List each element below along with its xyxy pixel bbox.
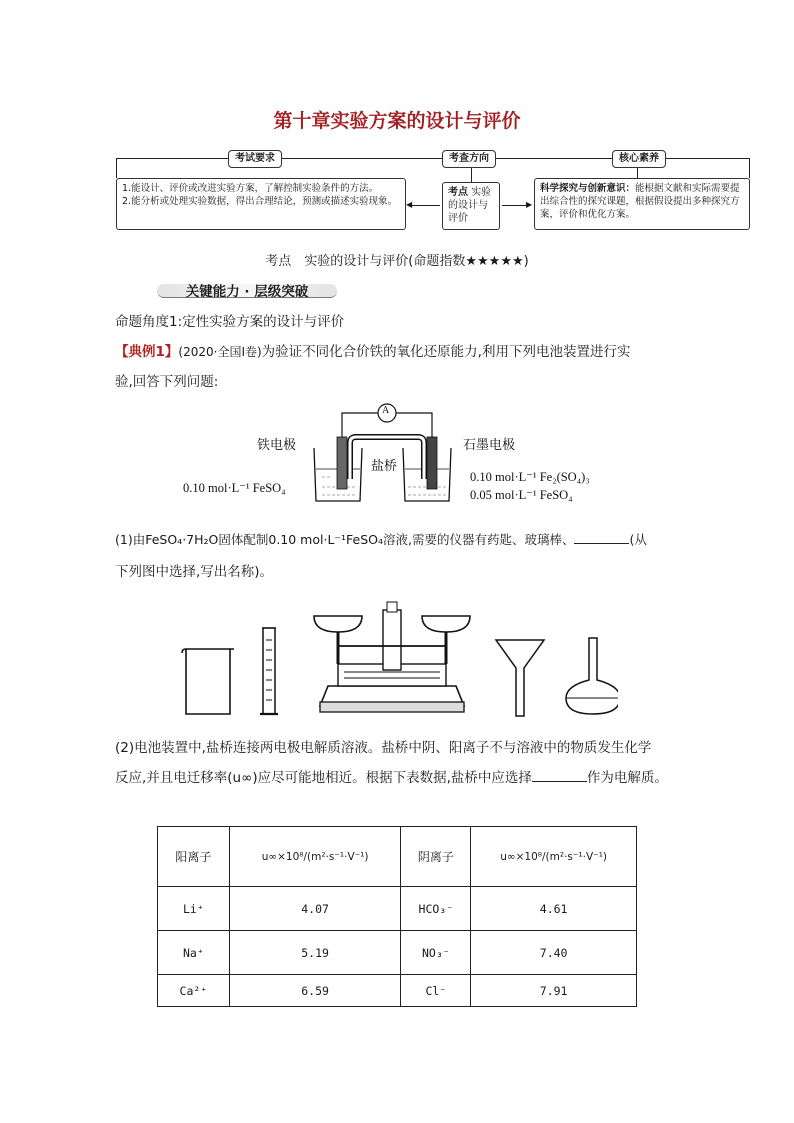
ion-mobility-table: [157, 826, 637, 1007]
direction-key: 考点: [448, 187, 468, 198]
table-cell: NO₃⁻: [401, 931, 471, 975]
section-banner-text: 关键能力 · 层级突破: [185, 284, 309, 300]
table-cell: Cl⁻: [401, 975, 471, 1007]
graduated-cylinder-icon: [260, 628, 278, 714]
table-row: [158, 931, 637, 975]
right-solution-label-2: 0.05 mol·L⁻¹ FeSO₄: [470, 488, 573, 502]
q2-text-after: 作为电解质。: [586, 770, 668, 786]
topic-heading: 考点 实验的设计与评价(命题指数★★★★★): [265, 254, 529, 269]
direction-box: [442, 182, 500, 230]
graphite-electrode-label: 石墨电极: [463, 438, 516, 453]
beaker-icon: [182, 649, 234, 714]
table-header-row: [158, 827, 637, 887]
table-cell: Na⁺: [158, 931, 230, 975]
question-angle: 命题角度1:定性实验方案的设计与评价: [115, 314, 345, 330]
literacy-box: [534, 178, 750, 230]
table-cell: 7.40: [471, 931, 637, 975]
graphite-electrode: [427, 437, 437, 489]
q1-text: (1)由FeSO₄·7H₂O固体配制0.10 mol·L⁻¹FeSO₄溶液,需要的仪器有药匙、玻璃棒、: [115, 532, 575, 547]
q1-after-blank: (从: [629, 532, 647, 547]
apparatus-illustrations: [178, 598, 618, 718]
q1-line-2: 下列图中选择,写出名称)。: [115, 564, 274, 580]
exam-requirements-label: 考试要求: [228, 150, 282, 168]
table-header-cell: 阳离子: [158, 827, 230, 887]
iron-electrode: [337, 437, 347, 489]
ammeter-label: A: [382, 405, 390, 416]
table-cell: 7.91: [471, 975, 637, 1007]
salt-bridge-label: 盐桥: [371, 459, 398, 474]
example-text-1: 为验证不同化合价铁的氧化还原能力,利用下列电池装置进行实: [261, 344, 631, 360]
requirements-box: [116, 178, 406, 230]
chapter-title: 第十章实验方案的设计与评价: [273, 110, 521, 132]
volumetric-flask-icon: [566, 638, 618, 714]
direction-topic: 实验的设计与评价: [448, 187, 492, 224]
galvanic-cell-diagram: [300, 403, 480, 505]
table-header-cell: u∞×10⁸/(m²·s⁻¹·V⁻¹): [471, 827, 637, 887]
q1-answer-blank[interactable]: [574, 530, 629, 544]
table-cell: Ca²⁺: [158, 975, 230, 1007]
table-cell: Li⁺: [158, 887, 230, 931]
example-line-2: 验,回答下列问题:: [115, 374, 219, 390]
q2-line-1: (2)电池装置中,盐桥连接两电极电解质溶液。盐桥中阴、阳离子不与溶液中的物质发生化学: [115, 740, 652, 756]
q2-line-2: [115, 768, 668, 788]
requirement-2: 2.能分析或处理实验数据，得出合理结论，预测或描述实验现象。: [122, 196, 398, 207]
requirement-1: 1.能设计、评价或改进实验方案，了解控制实验条件的方法。: [122, 183, 379, 194]
right-solution-label-1: 0.10 mol·L⁻¹ Fe₂(SO₄)₃: [470, 470, 590, 484]
exam-direction-label: 考查方向: [442, 150, 496, 168]
example-tag: 【典例1】: [115, 344, 179, 360]
table-row: [158, 975, 637, 1007]
example-line-1: [115, 342, 630, 362]
section-banner: [157, 280, 337, 300]
table-cell: 5.19: [229, 931, 401, 975]
table-cell: HCO₃⁻: [401, 887, 471, 931]
table-row: [158, 887, 637, 931]
table-header-cell: 阴离子: [401, 827, 471, 887]
literacy-desc: 能根据文献和实际需要提出综合性的探究课题，根据假设提出多种探究方案，评价和优化方案。: [540, 183, 740, 220]
q1-line-1: [115, 530, 647, 550]
table-cell: 4.61: [471, 887, 637, 931]
table-header-cell: u∞×10⁸/(m²·s⁻¹·V⁻¹): [229, 827, 401, 887]
iron-electrode-label: 铁电极: [257, 438, 297, 453]
table-cell: 4.07: [229, 887, 401, 931]
example-source: (2020·全国Ⅰ卷): [178, 345, 262, 359]
funnel-icon: [496, 640, 544, 716]
table-cell: 6.59: [229, 975, 401, 1007]
overview-flowchart: 考试要求 考查方向 核心素养 1.能设计、评价或改进实验方案，了解控制实验条件的方法。 2.能分析或处理实验数据，得出合理结论，预测或描述实验现象。 ◀ 考点 实验的设计与评价 ▶ 科学探究与创新意识：能根据文献和实际需要提出综合性的探究课题，根据假设提出多种探究方案，评价和优化方案。: [116, 150, 756, 232]
core-literacy-label: 核心素养: [612, 150, 666, 168]
left-solution-label: 0.10 mol·L⁻¹ FeSO₄: [183, 481, 286, 495]
q2-answer-blank[interactable]: [532, 768, 587, 782]
q2-text-before: 反应,并且电迁移率(u∞)应尽可能地相近。根据下表数据,盐桥中应选择: [115, 770, 532, 786]
balance-scale-icon: [314, 602, 470, 712]
literacy-key: 科学探究与创新意识：: [540, 183, 636, 194]
